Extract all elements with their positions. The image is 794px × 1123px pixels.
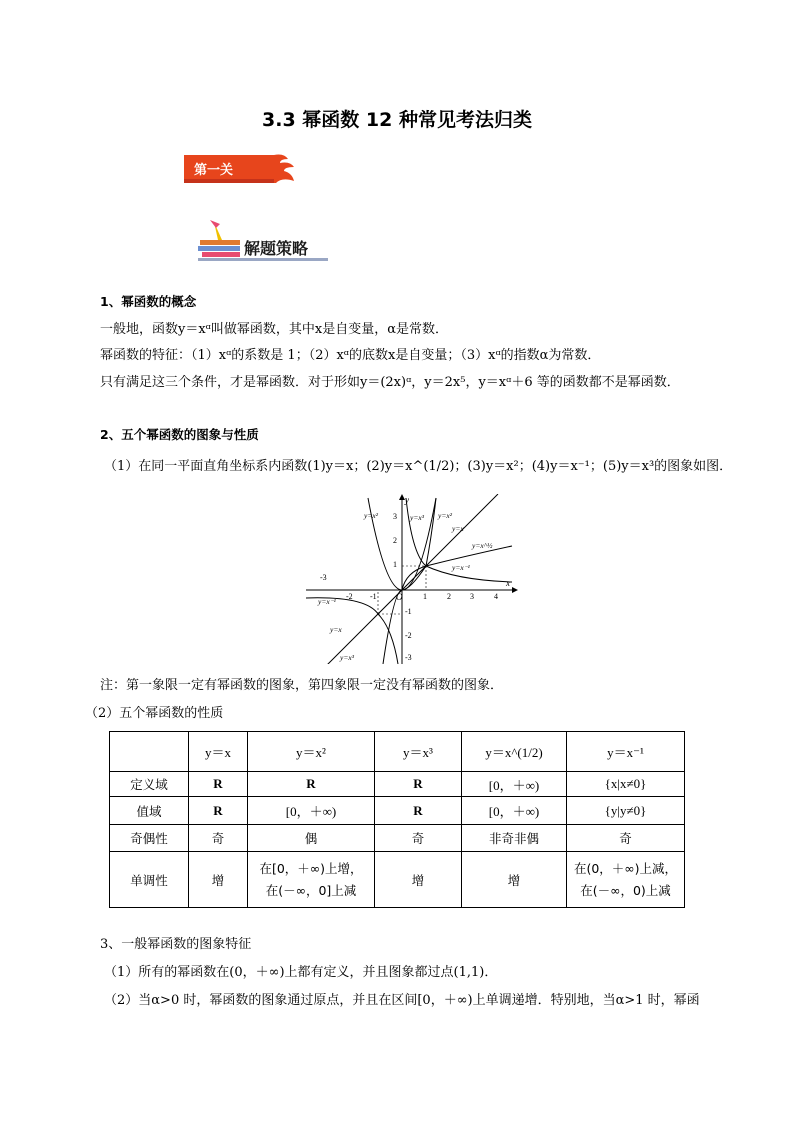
y-tick-label: 2 (393, 536, 397, 545)
table-cell: 奇偶性 (110, 825, 189, 852)
section2-sub2: （2）五个幂函数的性质 (85, 706, 224, 721)
curve-label: y=x^½ (472, 541, 493, 550)
table-header-row (110, 732, 685, 772)
table-cell: R (375, 772, 462, 797)
y-tick-label: -3 (405, 653, 412, 662)
table-header: y＝x^(1/2) (462, 732, 567, 772)
table-header: y＝x³ (375, 732, 462, 772)
section1-line2: 幂函数的特征：（1）xᵅ的系数是 1；（2）xᵅ的底数x是自变量；（3）xᵅ的指数α为常数． (100, 348, 601, 363)
curve-label: y=x⁻¹ (452, 563, 470, 572)
mono-line2: 在(－∞，0)上减 (580, 882, 671, 898)
table-cell: R (248, 772, 375, 797)
strategy-label: 解题策略 (244, 239, 309, 258)
section2-line1: （1）在同一平面直角坐标系内函数(1)y＝x；(2)y＝x^(1/2)；(3)y＝x²；(4)y＝x⁻¹；(5)y＝x³的图象如图． (104, 459, 733, 474)
table-cell: 奇 (567, 825, 685, 852)
table-cell: R (189, 797, 248, 825)
table-row (110, 852, 685, 908)
properties-table (109, 731, 685, 908)
table-cell: {x|x≠0} (567, 772, 685, 797)
x-tick-label: -2 (346, 592, 353, 601)
section3-line2: （2）当α>0 时，幂函数的图象通过原点，并且在区间[0，＋∞)上单调递增．特别地，当α>1 时，幂函 (104, 993, 700, 1008)
table-cell: 增 (462, 852, 567, 908)
table-cell: 偶 (248, 825, 375, 852)
curve-label: y=x² (364, 511, 378, 520)
curve-label: y=x (330, 625, 342, 634)
table-header: y＝x⁻¹ (567, 732, 685, 772)
curve-label: y=x³ (340, 653, 354, 662)
y-tick-label: 3 (393, 512, 397, 521)
x-tick-label: -1 (370, 592, 377, 601)
table-cell: 值域 (110, 797, 189, 825)
table-cell: 增 (189, 852, 248, 908)
x-tick-label: 4 (494, 592, 498, 601)
table-cell: R (375, 797, 462, 825)
table-row (110, 772, 685, 797)
curve-label: y=x² (438, 511, 452, 520)
x-tick-label: -3 (320, 573, 327, 582)
table-cell (110, 732, 189, 772)
y-tick-label: -1 (405, 607, 412, 616)
table-cell: 奇 (189, 825, 248, 852)
strategy-heading (196, 218, 336, 264)
table-cell: {y|y≠0} (567, 797, 685, 825)
x-tick-label: 2 (447, 592, 451, 601)
section3-line1: （1）所有的幂函数在(0，＋∞)上都有定义，并且图象都过点(1,1)． (104, 965, 498, 980)
table-row (110, 825, 685, 852)
y-tick-label: -2 (405, 631, 412, 640)
table-header: y＝x² (248, 732, 375, 772)
table-cell: 定义域 (110, 772, 189, 797)
y-axis-label: y (405, 495, 409, 505)
power-function-graph (306, 494, 518, 664)
table-cell (248, 852, 375, 908)
graph-note: 注：第一象限一定有幂函数的图象，第四象限一定没有幂函数的图象． (100, 678, 504, 693)
table-cell: 奇 (375, 825, 462, 852)
table-header: y＝x (189, 732, 248, 772)
level-banner (184, 153, 296, 185)
table-row (110, 797, 685, 825)
table-cell: [0，＋∞) (462, 797, 567, 825)
banner-label: 第一关 (194, 163, 234, 178)
mono-line1: 在[0，＋∞)上增， (259, 860, 363, 876)
section2-heading: 2、五个幂函数的图象与性质 (100, 427, 259, 442)
curve-label: y=x³ (410, 513, 424, 522)
curve-label: y=x⁻¹ (318, 597, 336, 606)
section1-line3: 只有满足这三个条件，才是幂函数．对于形如y＝(2x)ᵅ，y＝2x⁵，y＝xᵅ＋6 等的函数都不是幂函数． (100, 375, 680, 390)
mono-line1: 在(0，＋∞)上减， (573, 860, 678, 876)
x-tick-label: 1 (423, 592, 427, 601)
table-cell: R (189, 772, 248, 797)
origin-label: O (396, 592, 403, 602)
table-cell: [0，＋∞) (248, 797, 375, 825)
section1-heading: 1、幂函数的概念 (100, 294, 197, 309)
table-cell (567, 852, 685, 908)
section1-line1: 一般地，函数y＝xᵅ叫做幂函数，其中x是自变量，α是常数． (100, 322, 448, 337)
x-tick-label: 3 (470, 592, 474, 601)
table-cell: 非奇非偶 (462, 825, 567, 852)
table-cell: [0，＋∞) (462, 772, 567, 797)
section3-heading: 3、一般幂函数的图象特征 (100, 937, 252, 952)
curve-label: y=x (452, 524, 464, 533)
mono-line2: 在(－∞，0]上减 (265, 882, 357, 898)
x-axis-label: x (506, 578, 510, 588)
table-cell: 单调性 (110, 852, 189, 908)
y-tick-label: 1 (393, 560, 397, 569)
page-title: 3.3 幂函数 12 种常见考法归类 (262, 109, 532, 131)
table-cell: 增 (375, 852, 462, 908)
